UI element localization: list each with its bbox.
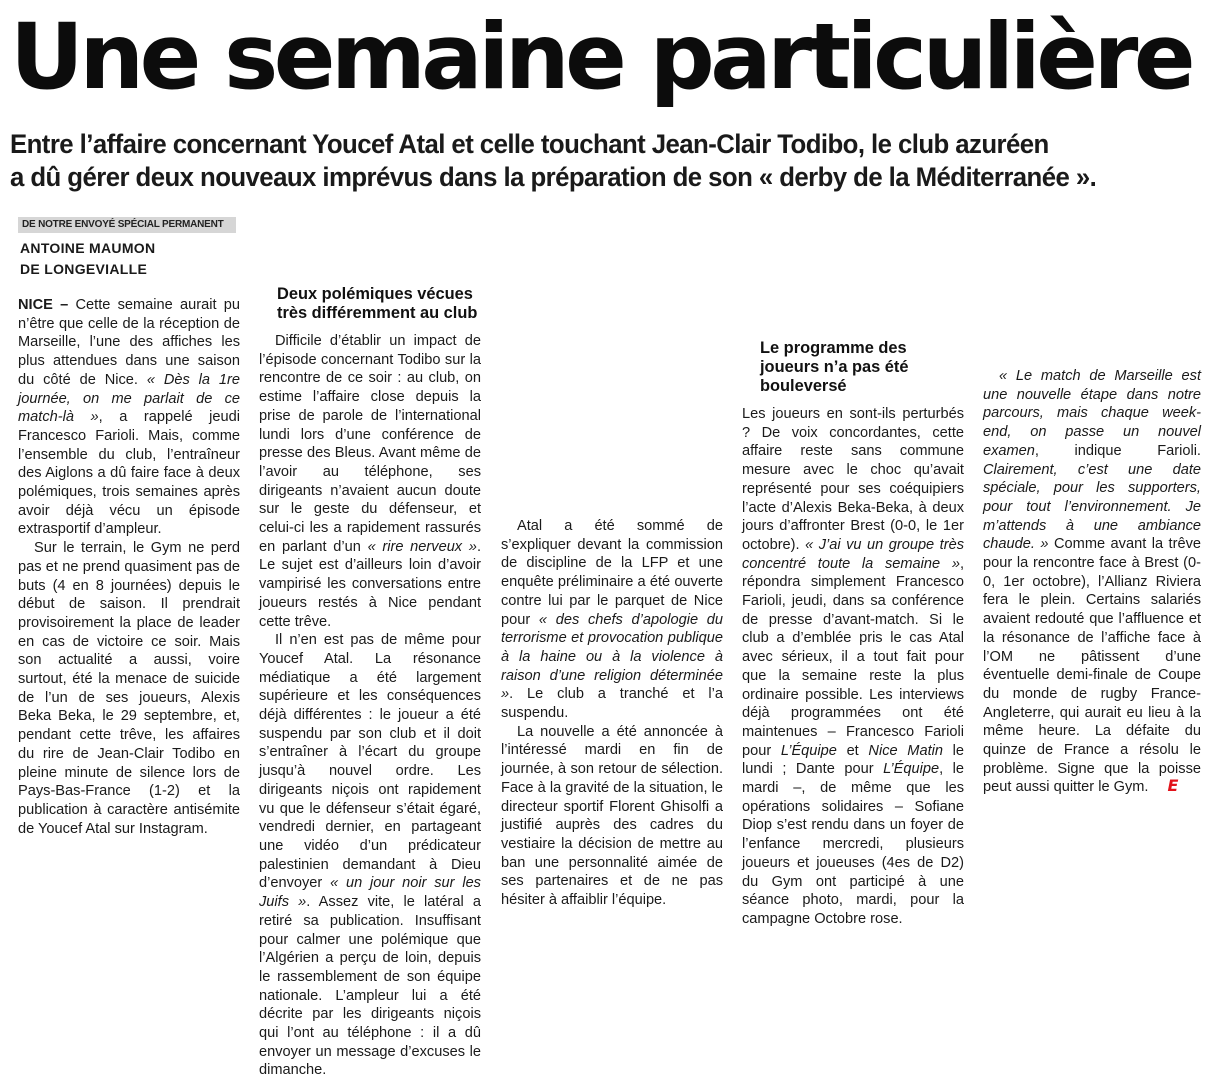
column-4-spacer xyxy=(742,217,964,329)
article-column-5 xyxy=(983,217,1201,815)
standfirst-line-1: Entre l’affaire concernant Youcef Atal et celle touchant Jean-Clair Todibo, le club azuréen xyxy=(10,129,1049,159)
subhead-2: Le programme des joueurs n’a pas été bouleversé xyxy=(760,339,909,395)
standfirst xyxy=(10,128,1156,194)
paragraph-8: « Le match de Marseille est une nouvelle étape dans notre parcours, mais chaque week-end, on passe un nouvel examen, indique Farioli. Clairement, c’est une date spéciale, pour les supporters, pour tout l’environnement. Je m’attends à une ambiance chaude. » Comme avant la trêve pour la rencontre face à Brest (0-0, 1er octobre), l’Allianz Riviera fera le plein. Certains salariés avaient redouté que l’affluence et la résonance de l’affiche face à l’OM ne pâtissent d’une éventuelle demi-finale de Coupe du monde de rugby France-Angleterre, qui aurait eu lieu à la même heure. La défaite du quinze de France a résolu le problème. Signe que la poisse peut aussi quitter le Gym. E xyxy=(983,368,1202,796)
paragraph-4: Il n’en est pas de même pour Youcef Atal. La résonance médiatique a été largement supérieure et les conséquences déjà différentes : le joueur a été suspendu par son club et il doit s’entraîner à l’écart du groupe jusqu’à nouvel ordre. Les dirigeants niçois ont rapidement vu que le défenseur s’était égaré, vendredi dernier, en partageant une vidéo d’un prédicateur palestinien demandant à Dieu d’envoyer « un jour noir sur les Juifs ». Assez vite, le latéral a retiré sa publication. Insuffisant pour calmer une polémique que l’Algérien a perçu de loin, depuis le rassemblement de son équipe nationale. L’ampleur lui a été décrite par les dirigeants niçois qui l’ont au téléphone : il a dû envoyer un message d’excuses le dimanche. xyxy=(259,632,481,1079)
paragraph-3: Difficile d’établir un impact de l’épisode concernant Todibo sur la rencontre de ce soir : au club, on estime l’affaire close depuis la prise de parole de l’international lundi lors d’une conférence de presse des Bleus. Avant même de l’avoir au téléphone, ses dirigeants n’avaient aucun doute sur le geste du défenseur, et celui-ci les a rapidement rassurés en parlant d’un « rire nerveux ». Le sujet est d’ailleurs loin d’avoir vampirisé les conversations entre joueurs restés à Nice pendant cette trêve. xyxy=(259,333,481,630)
column-2-flow xyxy=(259,0,481,217)
paragraph-2: Sur le terrain, le Gym ne perd pas et ne prend quasiment pas de buts (4 en 8 journées) depuis le début de saison. Il prendrait provisoirement la place de leader en cas de victoire ce soir. Mais son actualité a aussi, voire surtout, été la menace de suicide de l’un de ses joueurs, Alexis Beka Beka, le 29 septembre, et, pendant cette trêve, les affaires du rire de Jean-Clair Todibo en pleine minute de silence lors de Pays-Bas-France (1-2) et la publication à caractère antisémite de Youcef Atal sur Instagram. xyxy=(18,540,240,837)
article-column-2-body xyxy=(259,217,481,1079)
byline-tag: DE NOTRE ENVOYÉ SPÉCIAL PERMANENT xyxy=(18,217,236,233)
byline-author-line-2: DE LONGEVIALLE xyxy=(20,261,148,277)
standfirst-line-2: a dû gérer deux nouveaux imprévus dans la préparation de son « derby de la Méditerranée ». xyxy=(10,162,1097,192)
paragraph-6: La nouvelle a été annoncée à l’intéressé mardi en fin de journée, à son retour de sélection. Face à la gravité de la situation, le directeur sportif Florent Ghisolfi a justifié auprès des cadres du vestiaire la décision de mettre au ban une personnalité aimée de ses partenaires et de ne pas hésiter à affaiblir l’équipe. xyxy=(501,723,723,909)
paragraph-7: Les joueurs en sont-ils perturbés ? De voix concordantes, cette affaire reste sans commune mesure avec le choc qu’avait représenté pour ses coéquipiers l’acte d’Alexis Beka-Beka, à deux jours d’affronter Brest (0-0, le 1er octobre). « J’ai vu un groupe très concentré toute la semaine », répondra simplement Francesco Farioli, jeudi, dans sa conférence de presse d’avant-match. Si le club a d’emblée pris le cas Atal avec sérieux, il a tout fait pour que la semaine reste la plus ordinaire possible. Les interviews déjà programmées ont été maintenues – Francesco Farioli pour L’Équipe et Nice Matin le lundi ; Dante pour L’Équipe, le mardi –, de même que les opérations solidaires – Sofiane Diop s’est rendu dans un foyer de l’enfance mercredi, plusieurs joueurs et joueuses (4es de D2) du Gym ont participé à une séance photo, mardi, pour la campagne Octobre rose. xyxy=(742,406,965,927)
dateline: NICE – xyxy=(18,297,69,313)
article-column-4 xyxy=(742,217,965,927)
byline-author-line-1: ANTOINE MAUMON xyxy=(20,240,156,256)
article-column-3 xyxy=(501,217,723,909)
lequipe-logo-icon: E xyxy=(1167,776,1179,796)
subhead-1: Deux polémiques vécues très différemment au club xyxy=(277,285,478,322)
headline: Une semaine particulière xyxy=(10,5,1192,110)
article-column-1-body xyxy=(18,296,240,837)
paragraph-1: NICE – Cette semaine aurait pu n’être que celle de la réception de Marseille, l’une des affiches les plus attendues dans une saison du côté de Nice. « Dès la 1re journée, on me parlait de ce match-là », a rappelé jeudi Francesco Farioli. Mais, comme l’ensemble du club, l’entraîneur des Aiglons a dû faire face à deux polémiques, trois semaines après avoir déjà vécu un épisode extrasportif d’ampleur. xyxy=(18,297,240,538)
byline-author xyxy=(20,238,240,280)
column-3-spacer xyxy=(501,217,723,517)
column-5-spacer xyxy=(983,217,1201,367)
paragraph-5: Atal a été sommé de s’expliquer devant la commission de discipline de la LFP et une enquête préliminaire a été ouverte contre lui par le parquet de Nice pour « des chefs d’apologie du terrorisme et provocation publique à la haine ou à la violence à raison d’une religion déterminée ». Le club a tranché et l’a suspendu. xyxy=(501,518,723,722)
